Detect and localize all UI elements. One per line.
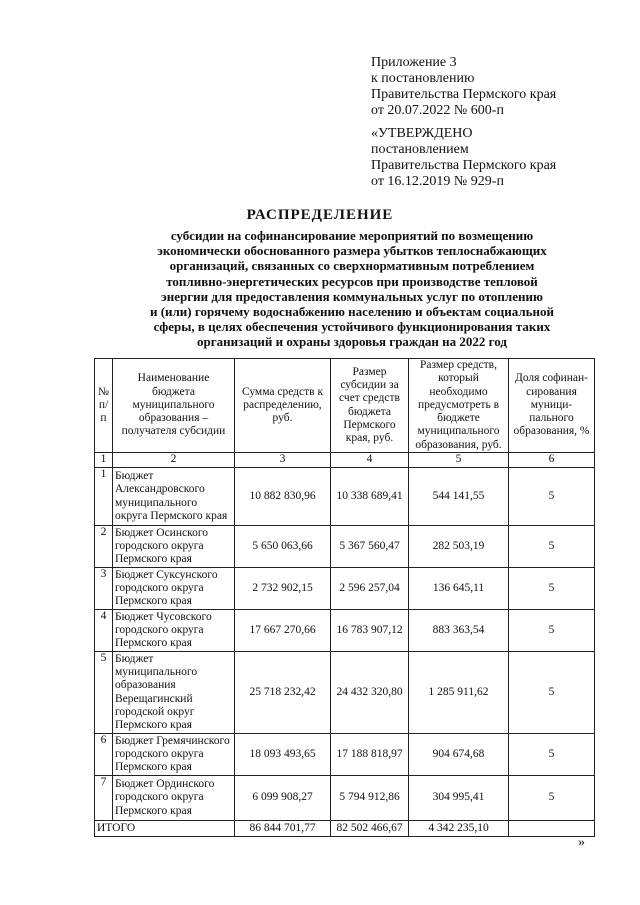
total-sum: 5 650 063,66 — [235, 526, 331, 568]
local-funds: 904 674,68 — [409, 734, 509, 776]
region-subsidy: 24 432 320,80 — [331, 652, 409, 734]
subtitle-line: экономически обоснованного размера убытков теплоснабжающих — [157, 243, 547, 259]
column-number: 3 — [235, 453, 331, 468]
header-number: № п/п — [95, 359, 113, 453]
approved-block — [371, 126, 556, 190]
row-number: 6 — [95, 734, 113, 776]
row-number: 5 — [95, 652, 113, 734]
approved-line: от 16.12.2019 № 929-п — [371, 174, 504, 189]
table-column-numbers-row — [95, 453, 595, 468]
total-sum: 86 844 701,77 — [235, 821, 331, 837]
total-region-subsidy: 82 502 466,67 — [331, 821, 409, 837]
cofinance-share: 5 — [509, 652, 595, 734]
distribution-table — [94, 358, 595, 837]
local-funds: 1 285 911,62 — [409, 652, 509, 734]
header-total-sum: Сумма средств к распределению, руб. — [235, 359, 331, 453]
region-subsidy: 16 783 907,12 — [331, 610, 409, 652]
column-number: 4 — [331, 453, 409, 468]
row-number: 3 — [95, 568, 113, 610]
table-header-row — [95, 359, 595, 453]
total-sum: 10 882 830,96 — [235, 468, 331, 526]
region-subsidy: 10 338 689,41 — [331, 468, 409, 526]
budget-name: Бюджет Осинского городского округа Пермского края — [113, 526, 235, 568]
table-total-row — [95, 821, 595, 837]
table-row — [95, 610, 595, 652]
total-sum: 2 732 902,15 — [235, 568, 331, 610]
header-region-subsidy: Размер субсидии за счет средств бюджета Пермского края, руб. — [331, 359, 409, 453]
closing-quote: » — [578, 835, 585, 850]
subtitle-line: организаций, связанных со сверхнормативным потреблением — [169, 258, 535, 274]
row-number: 4 — [95, 610, 113, 652]
approved-line: постановлением — [371, 142, 469, 157]
table-row — [95, 526, 595, 568]
column-number: 2 — [113, 453, 235, 468]
total-sum: 6 099 908,27 — [235, 776, 331, 821]
budget-name: Бюджет Суксунского городского округа Пермского края — [113, 568, 235, 610]
local-funds: 544 141,55 — [409, 468, 509, 526]
appendix-block — [371, 55, 556, 119]
cofinance-share: 5 — [509, 468, 595, 526]
row-number: 7 — [95, 776, 113, 821]
table-row — [95, 734, 595, 776]
row-number: 2 — [95, 526, 113, 568]
column-number: 1 — [95, 453, 113, 468]
header-local-funds: Размер средств, который необходимо предусмотреть в бюджете муниципального образования, руб. — [409, 359, 509, 453]
row-number: 1 — [95, 468, 113, 526]
subtitle-line: топливно-энергетических ресурсов при производстве тепловой — [166, 273, 538, 289]
total-label: ИТОГО — [95, 821, 235, 837]
appendix-line: от 20.07.2022 № 600-п — [371, 103, 504, 118]
region-subsidy: 17 188 818,97 — [331, 734, 409, 776]
local-funds: 883 363,54 — [409, 610, 509, 652]
budget-name: Бюджет Чусовского городского округа Пермского края — [113, 610, 235, 652]
budget-name: Бюджет Александровского муниципального округа Пермского края — [113, 468, 235, 526]
column-number: 5 — [409, 453, 509, 468]
total-sum: 17 667 270,66 — [235, 610, 331, 652]
table-row — [95, 652, 595, 734]
table-row — [95, 568, 595, 610]
local-funds: 136 645,11 — [409, 568, 509, 610]
local-funds: 304 995,41 — [409, 776, 509, 821]
total-sum: 18 093 493,65 — [235, 734, 331, 776]
subtitle-line: и (или) горячему водоснабжению населению и объектам социальной — [149, 304, 555, 320]
column-number: 6 — [509, 453, 595, 468]
subtitle-line: субсидии на софинансирование мероприятий по возмещению — [170, 228, 534, 243]
document-subtitle — [92, 228, 612, 350]
document-title: РАСПРЕДЕЛЕНИЕ — [246, 207, 394, 223]
appendix-line: Приложение 3 — [371, 55, 457, 70]
cofinance-share: 5 — [509, 734, 595, 776]
cofinance-share: 5 — [509, 526, 595, 568]
total-local-funds: 4 342 235,10 — [409, 821, 509, 837]
approved-line: Правительства Пермского края — [371, 158, 557, 173]
cofinance-share: 5 — [509, 568, 595, 610]
cofinance-share: 5 — [509, 776, 595, 821]
header-cofinance-share: Доля софинан-сирования муници-пального образования, % — [509, 359, 595, 453]
budget-name: Бюджет Ординского городского округа Пермского края — [113, 776, 235, 821]
subtitle-line: энергии для предоставления коммунальных услуг по отоплению — [161, 288, 543, 304]
header-budget-name: Наименование бюджета муниципального образования – получателя субсидии — [113, 359, 235, 453]
local-funds: 282 503,19 — [409, 526, 509, 568]
appendix-line: к постановлению — [371, 71, 475, 86]
table-row — [95, 468, 595, 526]
subtitle-line: сферы, в целях обеспечения устойчивого функционирования таких — [153, 319, 551, 335]
subtitle-line: организаций и охраны здоровья граждан на 2022 год — [197, 334, 507, 350]
region-subsidy: 5 367 560,47 — [331, 526, 409, 568]
appendix-line: Правительства Пермского края — [371, 87, 557, 102]
region-subsidy: 5 794 912,86 — [331, 776, 409, 821]
budget-name: Бюджет муниципального образования Верещагинский городской округ Пермского края — [113, 652, 235, 734]
total-sum: 25 718 232,42 — [235, 652, 331, 734]
budget-name: Бюджет Гремячинского городского округа Пермского края — [113, 734, 235, 776]
cofinance-share: 5 — [509, 610, 595, 652]
table-row — [95, 776, 595, 821]
region-subsidy: 2 596 257,04 — [331, 568, 409, 610]
approved-line: «УТВЕРЖДЕНО — [371, 126, 473, 141]
